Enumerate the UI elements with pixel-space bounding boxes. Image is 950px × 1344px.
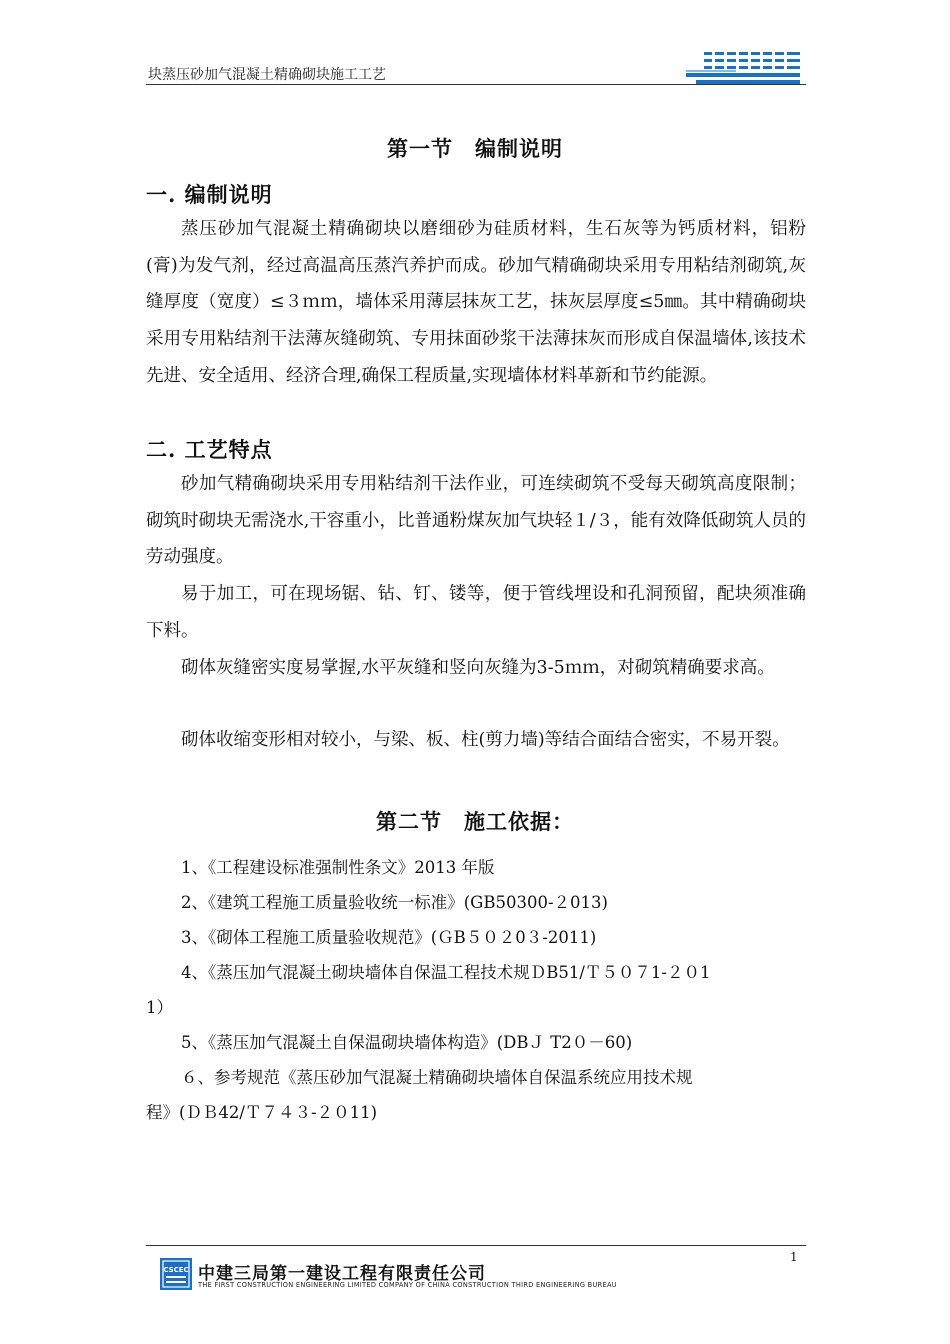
- section-1-number: 第一节: [387, 136, 453, 161]
- section-1-name: 编制说明: [475, 136, 563, 161]
- section-title-2: [0, 806, 950, 836]
- reference-item: 3、《砌体工程施工质量验收规范》(ＧB５０２0３-2011): [181, 928, 597, 947]
- company-name-en: THE FIRST CONSTRUCTION ENGINEERING LIMITED COMPANY OF CHINA CONSTRUCTION THIRD ENGINEERING BUREAU: [198, 1281, 617, 1289]
- section-2-name: 施工依据：: [464, 809, 574, 834]
- heading-compilation-notes: 一. 编制说明: [146, 182, 273, 207]
- compilation-paragraph: 蒸压砂加气混凝土精确砌块以磨细砂为硅质材料，生石灰等为钙质材料，铝粉(膏)为发气剂，经过高温高压蒸汽养护而成。砂加气精确砌块采用专用粘结剂砌筑,灰缝厚度（宽度）≤３ｍｍ，墙体采用薄层抹灰工艺，抹灰层厚度≤5㎜。其中精确砌块采用专用粘结剂干法薄灰缝砌筑、专用抹面砂浆干法薄抹灰而形成自保温墙体,该技术先进、安全适用、经济合理,确保工程质量,实现墙体材料革新和节约能源。: [146, 219, 806, 386]
- section-2-number: 第二节: [376, 809, 442, 834]
- company-name-cn: 中建三局第一建设工程有限责任公司: [198, 1264, 486, 1284]
- company-logo-icon: [160, 1258, 192, 1290]
- reference-item-continuation: 程》(ＤＢ42/Ｔ７４３-２０11): [146, 1103, 377, 1122]
- reference-item: 2、《建筑工程施工质量验收统一标准》(GB50300-２013): [181, 893, 608, 912]
- feature-paragraph: 砌体收缩变形相对较小，与梁、板、柱(剪力墙)等结合面结合密实，不易开裂。: [181, 730, 790, 750]
- reference-item: ６、参考规范《蒸压砂加气混凝土精确砌块墙体自保温系统应用技术规: [181, 1068, 693, 1087]
- reference-item-continuation: 1）: [146, 998, 173, 1017]
- svg-text:CSCEC: CSCEC: [163, 1266, 189, 1274]
- footer-divider: [146, 1245, 806, 1246]
- feature-paragraph: 易于加工，可在现场锯、钻、钉、镂等，便于管线埋设和孔洞预留，配块须准确下料。: [146, 584, 806, 641]
- section-title-1: [0, 133, 950, 163]
- heading-process-features: 二. 工艺特点: [146, 437, 273, 462]
- header-building-logo: [686, 46, 806, 86]
- reference-item: 5、《蒸压加气混凝土自保温砌块墙体构造》(DBＪ T2０－60): [181, 1033, 633, 1052]
- feature-paragraph: 砌体灰缝密实度易掌握,水平灰缝和竖向灰缝为3-5ｍｍ，对砌筑精确要求高。: [181, 658, 775, 678]
- header-title: 块蒸压砂加气混凝土精确砌块施工工艺: [148, 67, 386, 83]
- page-number: 1: [790, 1250, 798, 1264]
- reference-item: 4、《蒸压加气混凝土砌块墙体自保温工程技术规ＤB51/Ｔ５０７1-２０1: [181, 963, 711, 982]
- feature-paragraph: 砂加气精确砌块采用专用粘结剂干法作业，可连续砌筑不受每天砌筑高度限制；砌筑时砌块无需浇水,干容重小，比普通粉煤灰加气块轻１/３，能有效降低砌筑人员的劳动强度。: [146, 474, 806, 568]
- reference-item: 1、《工程建设标准强制性条文》2013 年版: [181, 858, 495, 877]
